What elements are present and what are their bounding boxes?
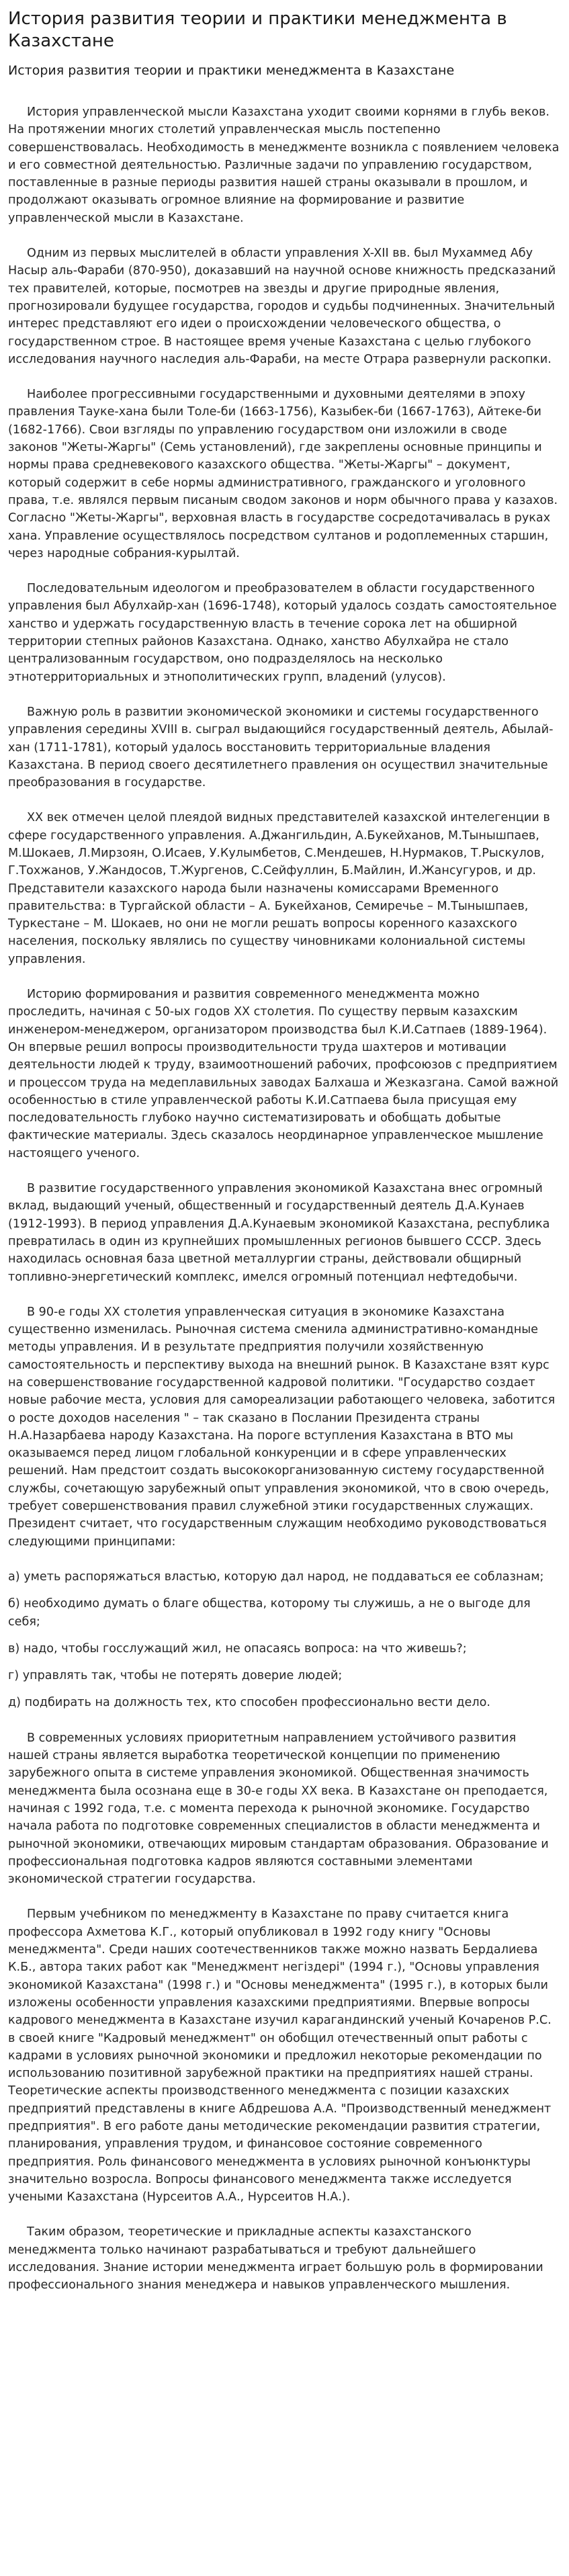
paragraph: Важную роль в развитии экономической экономики и системы государственного управления середины XVIII в. сыграл выдающийся государственный деятель, Абылай-хан (1711-1781), который удалось восстановить территориальные владения Казахстана. В период своего десятилетнего правления он осуществил значительные преобразования в государстве. <box>8 705 554 790</box>
paragraph: Таким образом, теоретические и прикладные аспекты казахстанского менеджмента только начинают разрабатываться и требуют дальнейшего исследования. Знание истории менеджмента играет большую роль в формировании профессионального знания менеджера и навыков управленческого мышления. <box>8 2225 543 2292</box>
paragraph: История управленческой мысли Казахстана уходит своими корнями в глубь веков. На протяжении многих столетий управленческая мысль постепенно совершенствовалась. Необходимость в менеджменте возникла с появлением человека и его совместной деятельностью. Различные задачи по управлению государством, поставленные в разные периоды развития нашей страны оказывали в прошлом, и продолжают оказывать огромное влияние на формирование и развитие управленческой мысли в Казахстане. <box>8 105 560 225</box>
paragraph: XX век отмечен целой плеядой видных представителей казахской интелегенции в сфере государственного управления. А.Джангильдин, А.Букейханов, М.Тынышпаев, М.Шокаев, Л.Мирзоян, О.Исаев, У.Кулымбетов, С.Мендешев, Н.Нурмаков, Т.Рыскулов, Г.Тохжанов, У.Жандосов, Т.Жургенов, С.Сейфуллин, Б.Майлин, И.Жансугуров, и др. Представители казахского народа были назначены комиссарами Временного правительства: в Тургайской области – А. Букейханов, Семиречье – М.Тынышпаев, Туркестане – М. Шокаев, но они не могли решать вопросы коренного казахского населения, поскольку являлись по существу чиновниками колониальной системы управления. <box>8 811 550 966</box>
list-item: а) уметь распоряжаться властью, которую дал народ, не поддаваться ее соблазнам; <box>8 1570 544 1584</box>
paragraph: В развитие государственного управления экономикой Казахстана внес огромный вклад, выдающий ученый, общественный и государственный деятель Д.А.Кунаев (1912-1993). В период управления Д.А.Кунаевым экономикой Казахстана, республика превратилась в один из крупнейших промышленных регионов бывшего СССР. Здесь находилась основная база цветной металлургии страны, действовали общирный топливно-энергетический комплекс, имелся огромный потенциал нефтедобычи. <box>8 1182 550 1284</box>
paragraph: Последовательным идеологом и преобразователем в области государственного управления был Абулхайр-хан (1696-1748), который удалось создать самостоятельное ханство и удержать государственную власть в течение сорока лет на обширной территории степных районов Казахстана. Однако, ханство Абулхайра не стало централизованным государством, оно подразделялось на несколько этнотерриториальных и этнополитических групп, владений (улусов). <box>8 582 557 684</box>
list-item: д) подбирать на должность тех, кто способен профессионально вести дело. <box>8 1696 490 1710</box>
paragraph: В 90-е годы XX столетия управленческая ситуация в экономике Казахстана существенно изменилась. Рыночная система сменила административно-командные методы управления. И в результате предприятия получили хозяйственную самостоятельность и перспективу выхода на внешний рынок. В Казахстане взят курс на совершенствование государственной кадровой политики. "Государство создает новые рабочие места, условия для самореализации работающего человека, заботится о росте доходов населения " – так сказано в Послании Президента страны Н.А.Назарбаева народу Казахстана. На пороге вступления Казахстана в ВТО мы оказываемся перед лицом глобальной конкуренции и в сфере управленческих решений. Нам предстоит создать высококорганизованную систему государственной службы, сочетающую зарубежный опыт управления экономикой, что в свою очередь, требует совершенствования правил служебной этики государственных служащих. Президент считает, что государственным служащим необходимо руководствоваться следующими принципами: <box>8 1305 556 1549</box>
list-item: в) надо, чтобы госслужащий жил, не опасаясь вопроса: на что живешь?; <box>8 1641 467 1656</box>
paragraph: Первым учебником по менеджменту в Казахстане по праву считается книга профессора Ахметова К.Г., который опубликовал в 1992 году книгу "Основы менеджмента". Среди наших соотечественников также можно назвать Бердалиева К.Б., автора таких работ как "Менеджмент негіздері" (1994 г.), "Основы управления экономикой Казахстана" (1998 г.) и "Основы менеджмента" (1995 г.), в которых были изложены особенности управления казахскими предприятиями. Впервые вопросы кадрового менеджмента в Казахстане изучил карагандинский ученый Кочаренов Р.С. в своей книге "Кадровый менеджмент" он обобщил отечественный опыт работы с кадрами в условиях рыночной экономики и предложил некоторые рекомендации по использованию позитивной зарубежной практики на предприятиях нашей страны. Теоретические аспекты производственного менеджмента с позиции казахских предприятий представлены в книге Абдрешова А.А. "Производственный менеджмент предприятия". В его работе даны методические рекомендации развития стратегии, планирования, управления трудом, и финансовое состояние современного предприятия. Роль финансового менеджмента в условиях рыночной конъюнктуры значительно возросла. Вопросы финансового менеджмента также исследуется учеными Казахстана (Нурсеитов А.А., Нурсеитов Н.А.). <box>8 1907 552 2204</box>
paragraph: Одним из первых мыслителей в области управления X-XII вв. был Мухаммед Абу Насыр аль-Фараби (870-950), доказавший на научной основе книжность предсказаний тех правителей, которые, посмотрев на звезды и другие природные явления, прогнозировали будущее государства, городов и судьбы подчиненных. Значительный интерес представляют его идеи о происхождении человеческого общества, о государственном строе. В настоящее время ученые Казахстана с целью глубокого исследования научного наследия аль-Фараби, на месте Отрара развернули раскопки. <box>8 247 556 366</box>
paragraph: Наиболее прогрессивными государственными и духовными деятелями в эпоху правления Тауке-хана были Толе-би (1663-1756), Казыбек-би (1667-1763), Айтеке-би (1682-1766). Свои взгляды по управлению государством они изложили в своде законов "Жеты-Жаргы" (Семь установлений), где закреплены основные принципы и нормы права средневекового казахского общества. "Жеты-Жаргы" – документ, который содержит в себе нормы административного, гражданского и уголовного права, т.е. являлся первым писаным сводом законов и норм обычного права у казахов. Согласно "Жеты-Жаргы", верховная власть в государстве сосредотачивалась в руках хана. Управление осуществлялось посредством султанов и родоплеменных старшин, через народные собрания-курылтай. <box>8 388 558 560</box>
principles-list <box>8 1568 560 1712</box>
page-title: История развития теории и практики менеджмента в Казахстане <box>8 9 507 51</box>
list-item: б) необходимо думать о благе общества, которому ты служишь, а не о выгоде для себя; <box>8 1597 531 1629</box>
list-item: г) управлять так, чтобы не потерять доверие людей; <box>8 1669 343 1683</box>
paragraph: В современных условиях приоритетным направлением устойчивого развития нашей страны является выработка теоретической концепции по применению зарубежного опыта в системе управления экономикой. Общественная значимость менеджмента была осознана еще в 30-е годы XX века. В Казахстане он преподается, начиная с 1992 года, т.е. с момента перехода к рыночной экономике. Государство начала работа по подготовке современных специалистов в области менеджмента и рыночной экономики, отвечающих мировым стандартам образования. Образование и профессиональная подготовка кадров являются составными элементами экономической стратегии государства. <box>8 1731 549 1887</box>
paragraph: Историю формирования и развития современного менеджмента можно проследить, начиная с 50-ых годов XX столетия. По существу первым казахским инженером-менеджером, организатором производства был К.И.Сатпаев (1889-1964). Он впервые решил вопросы производительности труда шахтеров и мотивации деятельности людей к труду, взаимоотношений рабочих, профсоюзов с предприятием и процессом труда на медеплавильных заводах Балхаша и Жезказгана. Самой важной особенностью в стиле управленческой работы К.И.Сатпаева была присущая ему последовательность глубоко научно систематизировать и обобщать добытые фактические материалы. Здесь сказалось неординарное управленческое мышление настоящего ученого. <box>8 988 559 1160</box>
article-body <box>8 103 560 2294</box>
page-subtitle: История развития теории и практики менеджмента в Казахстане <box>8 63 455 78</box>
